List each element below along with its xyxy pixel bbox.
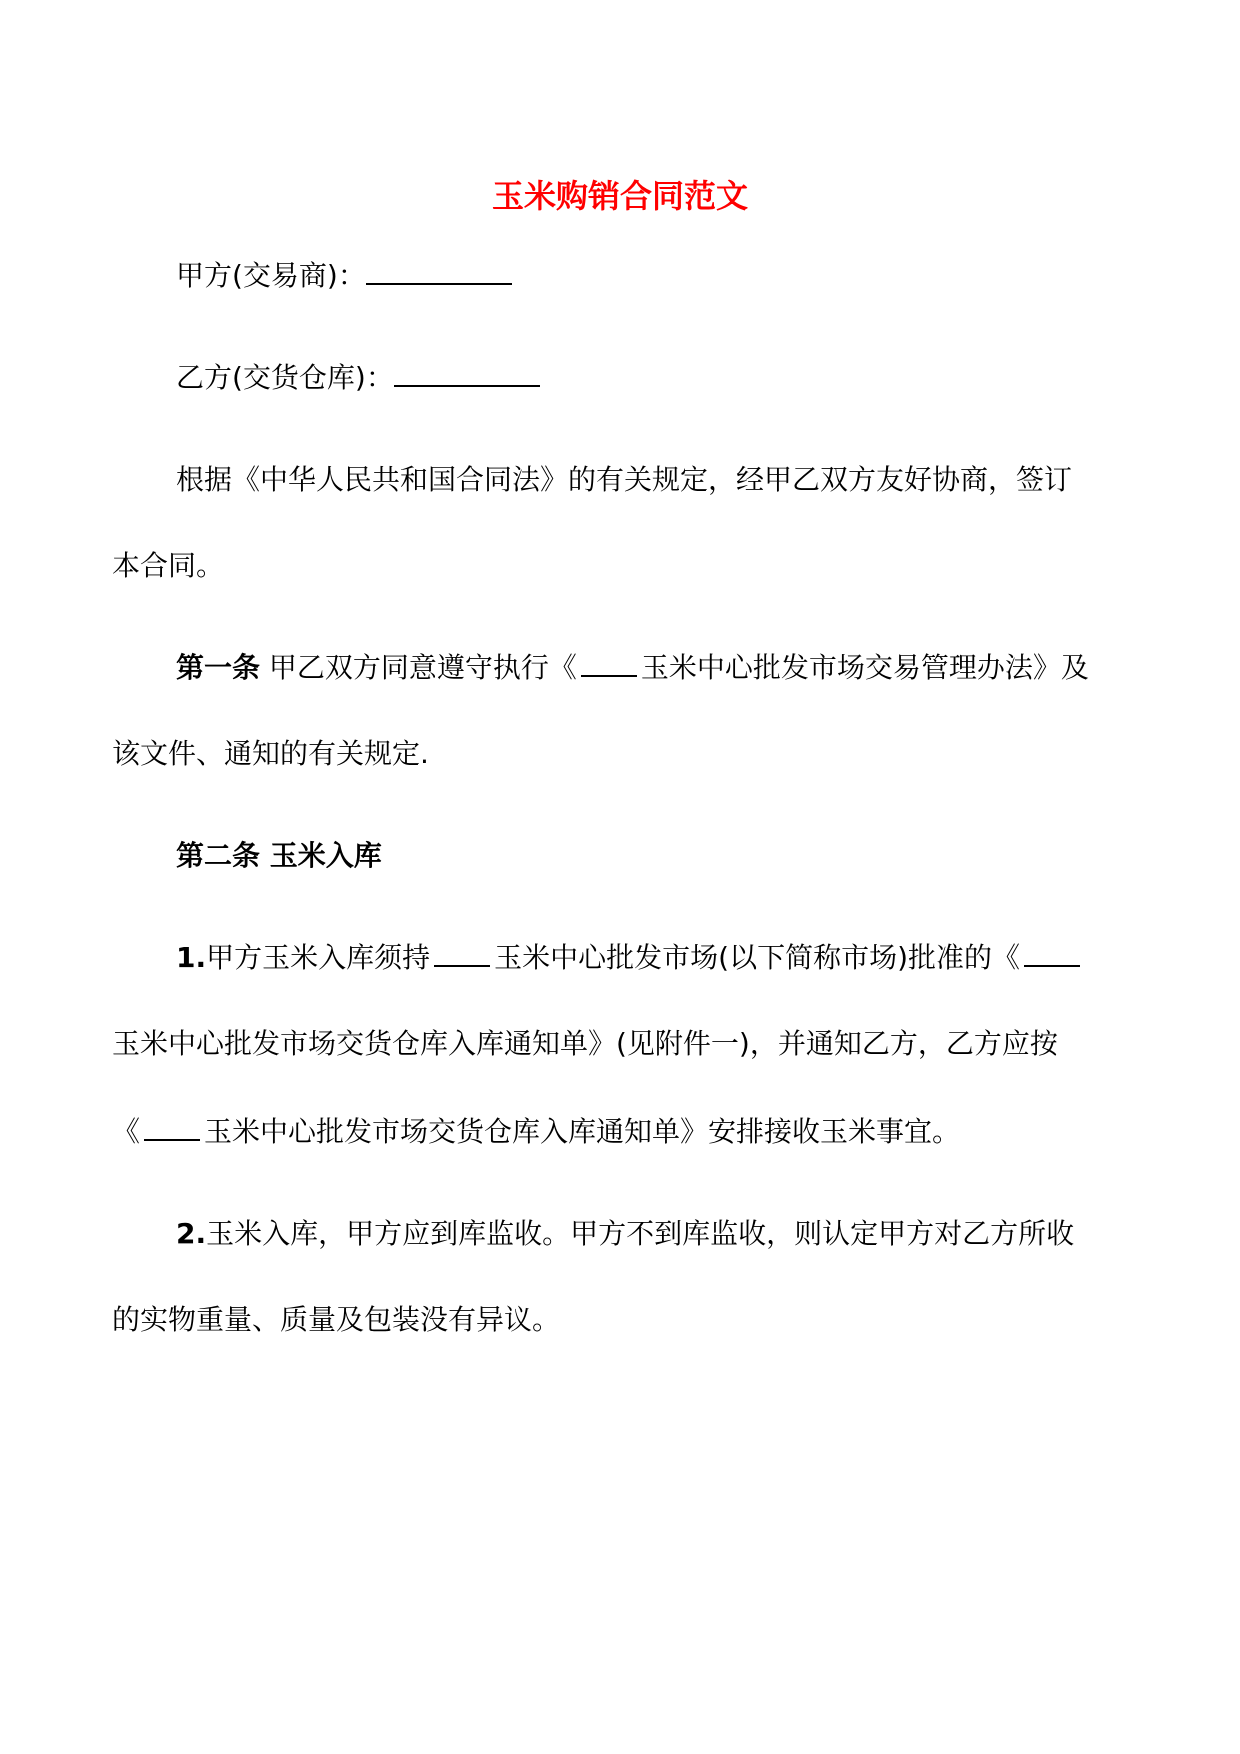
item-1-line-3-text-a: 《 bbox=[112, 1115, 141, 1148]
item-1-text-a: 甲方玉米入库须持 bbox=[206, 941, 431, 974]
article-2-item-2-line-1 bbox=[112, 1214, 1186, 1254]
item-1-blank-2[interactable] bbox=[1024, 939, 1080, 967]
article-1-line-1 bbox=[112, 648, 1186, 688]
item-2-text: 玉米入库，甲方应到库监收。甲方不到库监收，则认定甲方对乙方所收 bbox=[206, 1217, 1075, 1250]
article-1-text-a: 甲乙双方同意遵守执行《 bbox=[260, 651, 577, 684]
article-2-item-1-line-1 bbox=[112, 938, 1186, 978]
item-2-number: 2. bbox=[176, 1217, 207, 1250]
party-b-blank[interactable] bbox=[394, 359, 540, 387]
item-1-text-b: 玉米中心批发市场(以下简称市场)批准的《 bbox=[494, 941, 1020, 974]
article-2-item-2-line-2: 的实物重量、质量及包装没有异议。 bbox=[112, 1303, 561, 1336]
article-1-heading: 第一条 bbox=[176, 651, 261, 684]
party-a-line bbox=[112, 256, 1186, 296]
article-1-text-b: 玉米中心批发市场交易管理办法》及 bbox=[640, 651, 1089, 684]
document-title: 玉米购销合同范文 bbox=[491, 177, 748, 215]
party-b-label: 乙方(交货仓库)： bbox=[176, 361, 394, 394]
article-1-line-2: 该文件、通知的有关规定. bbox=[112, 737, 429, 770]
item-1-blank-1[interactable] bbox=[434, 939, 490, 967]
article-2-item-1-line-3 bbox=[112, 1112, 1122, 1152]
intro-line-1: 根据《中华人民共和国合同法》的有关规定，经甲乙双方友好协商，签订 bbox=[176, 463, 1073, 496]
item-1-line-3-text-b: 玉米中心批发市场交货仓库入库通知单》安排接收玉米事宜。 bbox=[204, 1115, 961, 1148]
article-1-blank[interactable] bbox=[581, 649, 637, 677]
party-b-line bbox=[112, 358, 1186, 398]
article-2-heading: 第二条 玉米入库 bbox=[176, 839, 382, 872]
party-a-label: 甲方(交易商)： bbox=[176, 259, 366, 292]
party-a-blank[interactable] bbox=[366, 257, 512, 285]
article-2-item-1-line-2: 玉米中心批发市场交货仓库入库通知单》(见附件一)，并通知乙方，乙方应按 bbox=[112, 1027, 1058, 1060]
item-1-number: 1. bbox=[176, 941, 207, 974]
intro-line-2: 本合同。 bbox=[112, 549, 225, 582]
item-1-blank-3[interactable] bbox=[144, 1113, 200, 1141]
